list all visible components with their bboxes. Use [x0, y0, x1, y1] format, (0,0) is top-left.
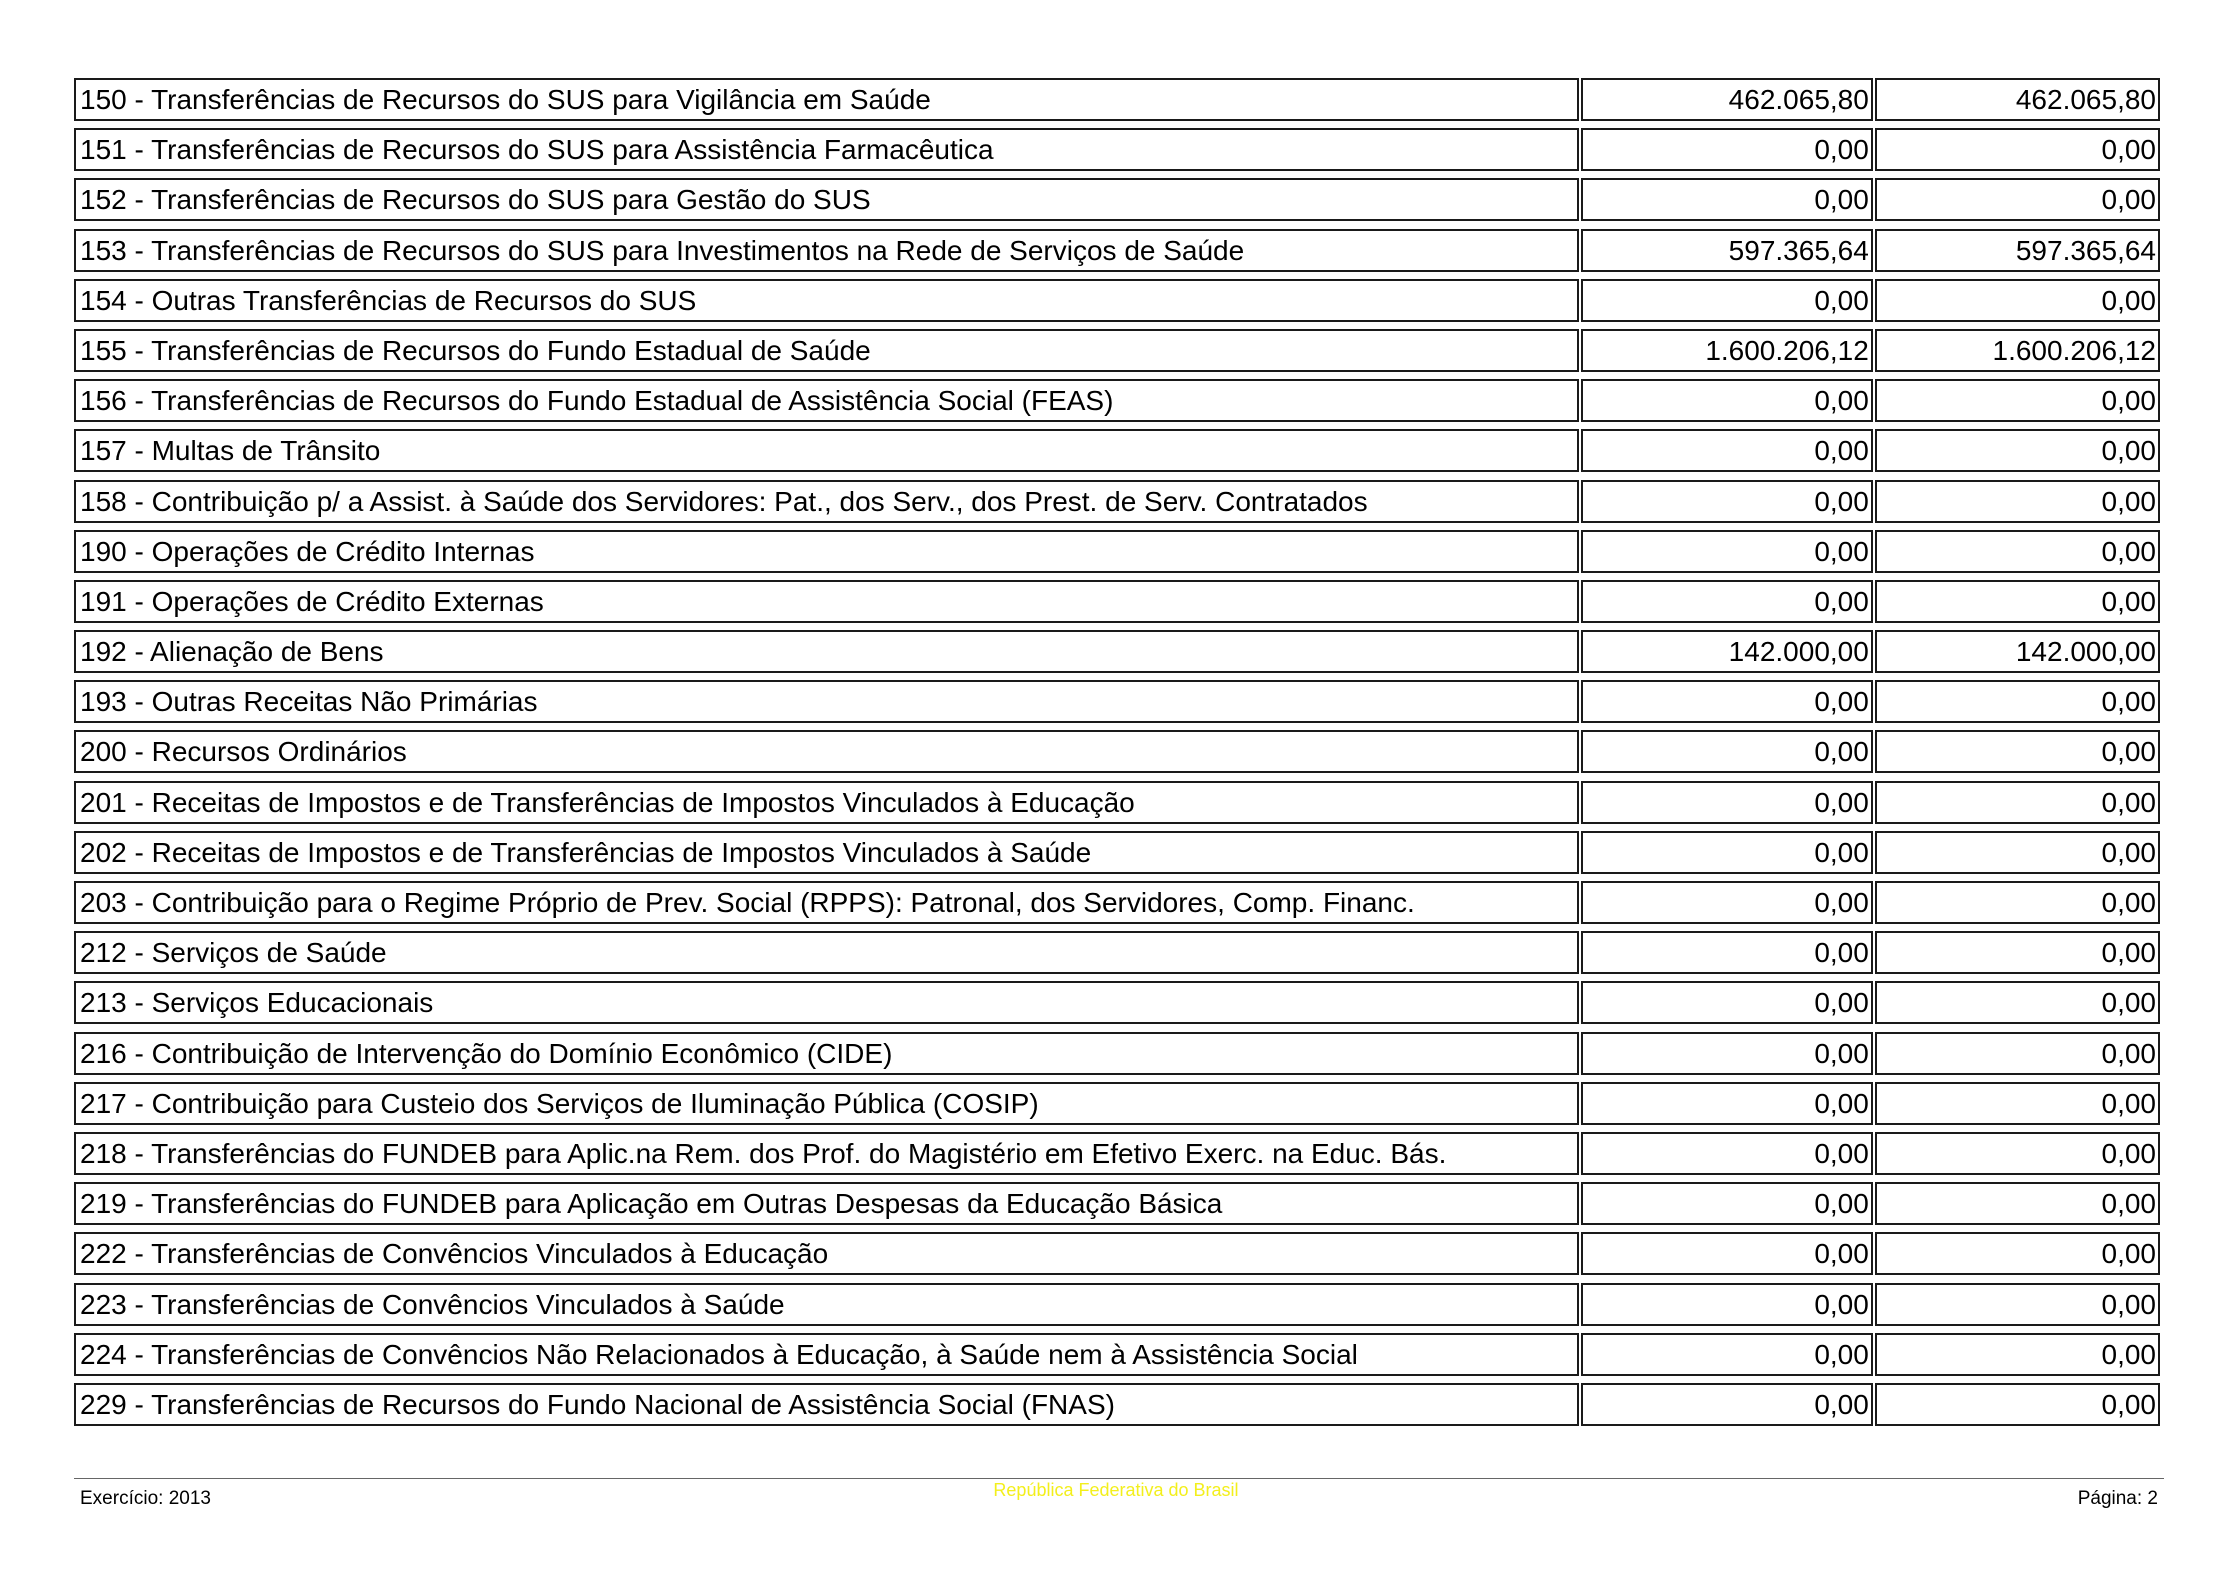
footer-divider [74, 1478, 2164, 1479]
table-row [74, 1082, 2160, 1125]
value-column-1: 0,00 [1581, 429, 1873, 472]
table-row [74, 329, 2160, 372]
table-row [74, 1182, 2160, 1225]
table-row [74, 680, 2160, 723]
source-description: 212 - Serviços de Saúde [74, 931, 1579, 974]
source-description: 153 - Transferências de Recursos do SUS para Investimentos na Rede de Serviços de Saúde [74, 229, 1579, 272]
value-column-2: 0,00 [1875, 580, 2160, 623]
source-description: 224 - Transferências de Convêncios Não Relacionados à Educação, à Saúde nem à Assistência Social [74, 1333, 1579, 1376]
source-description: 201 - Receitas de Impostos e de Transferências de Impostos Vinculados à Educação [74, 781, 1579, 824]
table-row [74, 730, 2160, 773]
source-description: 156 - Transferências de Recursos do Fundo Estadual de Assistência Social (FEAS) [74, 379, 1579, 422]
value-column-1: 0,00 [1581, 881, 1873, 924]
value-column-2: 0,00 [1875, 128, 2160, 171]
table-row [74, 178, 2160, 221]
source-description: 192 - Alienação de Bens [74, 630, 1579, 673]
table-row [74, 530, 2160, 573]
value-column-1: 0,00 [1581, 128, 1873, 171]
fiscal-year-label: Exercício: 2013 [80, 1488, 211, 1509]
value-column-1: 0,00 [1581, 1032, 1873, 1075]
source-description: 150 - Transferências de Recursos do SUS para Vigilância em Saúde [74, 78, 1579, 121]
value-column-2: 0,00 [1875, 781, 2160, 824]
value-column-1: 0,00 [1581, 931, 1873, 974]
source-description: 222 - Transferências de Convêncios Vinculados à Educação [74, 1232, 1579, 1275]
source-description: 191 - Operações de Crédito Externas [74, 580, 1579, 623]
table-row [74, 429, 2160, 472]
value-column-1: 597.365,64 [1581, 229, 1873, 272]
source-description: 202 - Receitas de Impostos e de Transferências de Impostos Vinculados à Saúde [74, 831, 1579, 874]
value-column-2: 0,00 [1875, 379, 2160, 422]
value-column-2: 0,00 [1875, 831, 2160, 874]
value-column-2: 0,00 [1875, 1182, 2160, 1225]
value-column-2: 0,00 [1875, 1032, 2160, 1075]
value-column-2: 0,00 [1875, 429, 2160, 472]
value-column-1: 462.065,80 [1581, 78, 1873, 121]
value-column-1: 0,00 [1581, 1132, 1873, 1175]
table-row [74, 379, 2160, 422]
table-row [74, 981, 2160, 1024]
value-column-1: 142.000,00 [1581, 630, 1873, 673]
value-column-2: 142.000,00 [1875, 630, 2160, 673]
value-column-2: 0,00 [1875, 931, 2160, 974]
value-column-1: 0,00 [1581, 530, 1873, 573]
value-column-2: 0,00 [1875, 1383, 2160, 1426]
table-row [74, 931, 2160, 974]
value-column-2: 0,00 [1875, 530, 2160, 573]
source-description: 158 - Contribuição p/ a Assist. à Saúde dos Servidores: Pat., dos Serv., dos Prest. de Serv. Contratados [74, 480, 1579, 523]
table-row [74, 279, 2160, 322]
table-row [74, 1132, 2160, 1175]
value-column-1: 0,00 [1581, 1082, 1873, 1125]
source-description: 213 - Serviços Educacionais [74, 981, 1579, 1024]
value-column-1: 0,00 [1581, 730, 1873, 773]
value-column-2: 0,00 [1875, 1333, 2160, 1376]
value-column-2: 0,00 [1875, 881, 2160, 924]
value-column-1: 0,00 [1581, 379, 1873, 422]
table-row [74, 1383, 2160, 1426]
source-description: 219 - Transferências do FUNDEB para Aplicação em Outras Despesas da Educação Básica [74, 1182, 1579, 1225]
value-column-2: 1.600.206,12 [1875, 329, 2160, 372]
value-column-1: 0,00 [1581, 580, 1873, 623]
table-row [74, 881, 2160, 924]
table-row [74, 831, 2160, 874]
value-column-1: 0,00 [1581, 831, 1873, 874]
value-column-2: 0,00 [1875, 480, 2160, 523]
value-column-2: 0,00 [1875, 279, 2160, 322]
value-column-1: 0,00 [1581, 480, 1873, 523]
value-column-2: 597.365,64 [1875, 229, 2160, 272]
value-column-1: 0,00 [1581, 1333, 1873, 1376]
source-description: 217 - Contribuição para Custeio dos Serviços de Iluminação Pública (COSIP) [74, 1082, 1579, 1125]
table-row [74, 128, 2160, 171]
table-row [74, 1232, 2160, 1275]
table-row [74, 1333, 2160, 1376]
value-column-2: 0,00 [1875, 981, 2160, 1024]
source-description: 203 - Contribuição para o Regime Próprio de Prev. Social (RPPS): Patronal, dos Servidores, Comp. Financ. [74, 881, 1579, 924]
value-column-2: 0,00 [1875, 680, 2160, 723]
value-column-2: 462.065,80 [1875, 78, 2160, 121]
value-column-2: 0,00 [1875, 1132, 2160, 1175]
source-description: 155 - Transferências de Recursos do Fundo Estadual de Saúde [74, 329, 1579, 372]
source-description: 152 - Transferências de Recursos do SUS para Gestão do SUS [74, 178, 1579, 221]
table-row [74, 78, 2160, 121]
source-description: 154 - Outras Transferências de Recursos do SUS [74, 279, 1579, 322]
table-row [74, 630, 2160, 673]
value-column-2: 0,00 [1875, 1283, 2160, 1326]
value-column-2: 0,00 [1875, 178, 2160, 221]
table-row [74, 1032, 2160, 1075]
source-description: 223 - Transferências de Convêncios Vinculados à Saúde [74, 1283, 1579, 1326]
value-column-1: 0,00 [1581, 1232, 1873, 1275]
source-description: 151 - Transferências de Recursos do SUS para Assistência Farmacêutica [74, 128, 1579, 171]
source-description: 218 - Transferências do FUNDEB para Aplic.na Rem. dos Prof. do Magistério em Efetivo Exerc. na Educ. Bás. [74, 1132, 1579, 1175]
source-description: 193 - Outras Receitas Não Primárias [74, 680, 1579, 723]
source-description: 190 - Operações de Crédito Internas [74, 530, 1579, 573]
value-column-1: 0,00 [1581, 1383, 1873, 1426]
value-column-1: 0,00 [1581, 981, 1873, 1024]
source-description: 200 - Recursos Ordinários [74, 730, 1579, 773]
table-row [74, 1283, 2160, 1326]
value-column-2: 0,00 [1875, 1232, 2160, 1275]
value-column-1: 0,00 [1581, 1182, 1873, 1225]
page-number: Página: 2 [2077, 1488, 2158, 1509]
value-column-2: 0,00 [1875, 730, 2160, 773]
value-column-1: 0,00 [1581, 279, 1873, 322]
table-row [74, 229, 2160, 272]
source-description: 216 - Contribuição de Intervenção do Domínio Econômico (CIDE) [74, 1032, 1579, 1075]
revenue-sources-table [74, 78, 2160, 1433]
watermark-text: República Federativa do Brasil [993, 1480, 1239, 1500]
table-row [74, 580, 2160, 623]
value-column-1: 0,00 [1581, 178, 1873, 221]
value-column-1: 0,00 [1581, 680, 1873, 723]
table-row [74, 480, 2160, 523]
value-column-2: 0,00 [1875, 1082, 2160, 1125]
value-column-1: 0,00 [1581, 1283, 1873, 1326]
table-row [74, 781, 2160, 824]
value-column-1: 0,00 [1581, 781, 1873, 824]
value-column-1: 1.600.206,12 [1581, 329, 1873, 372]
source-description: 157 - Multas de Trânsito [74, 429, 1579, 472]
source-description: 229 - Transferências de Recursos do Fundo Nacional de Assistência Social (FNAS) [74, 1383, 1579, 1426]
